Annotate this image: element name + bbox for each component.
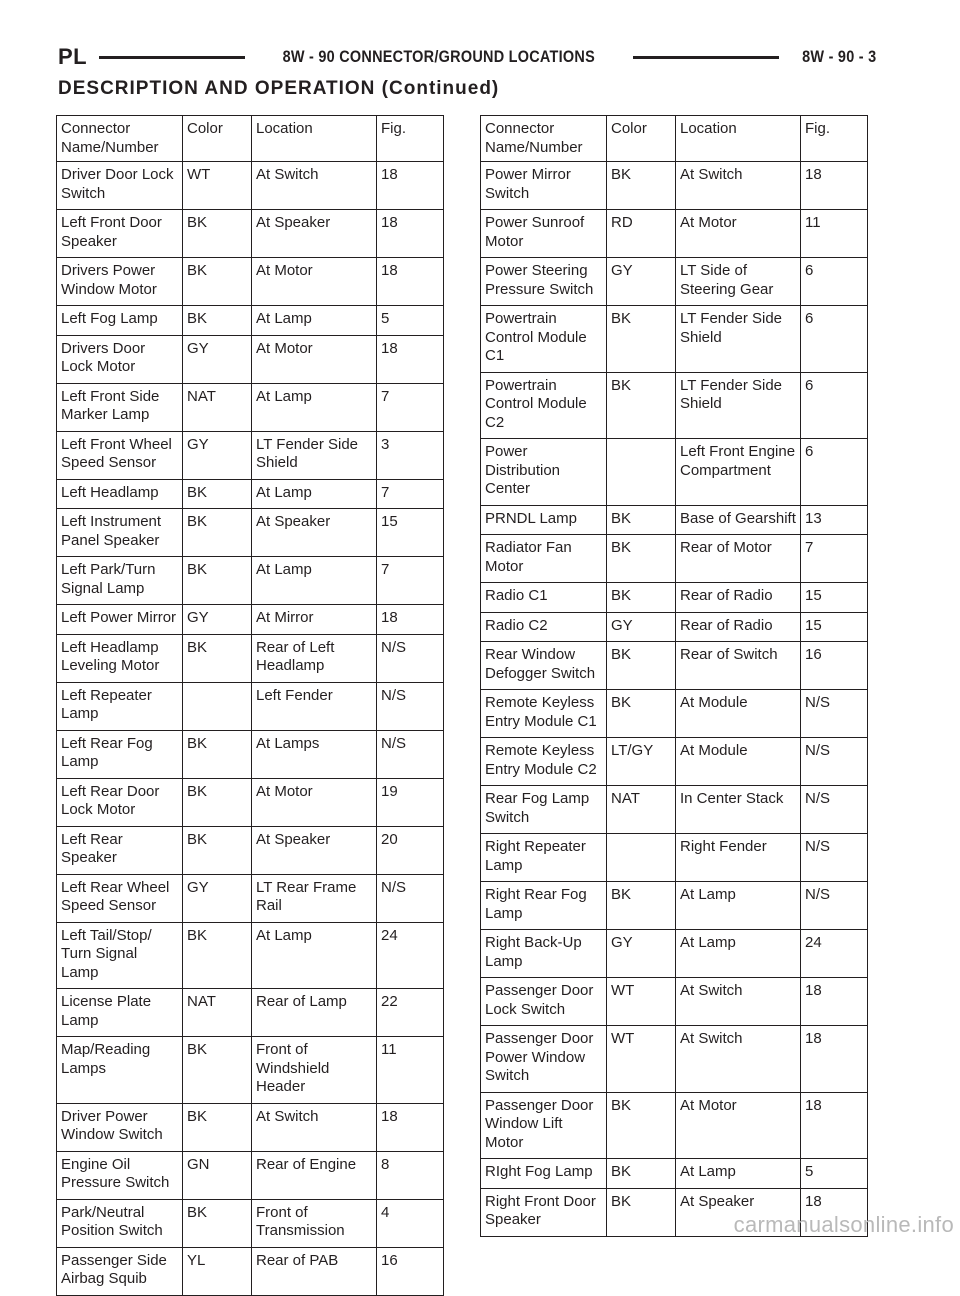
cell-color: BK xyxy=(183,778,252,826)
cell-location: Front of Windshield Header xyxy=(252,1037,377,1104)
cell-connector-name: Left Park/Turn Signal Lamp xyxy=(57,557,183,605)
cell-fig: N/S xyxy=(801,834,868,882)
cell-connector-name: Drivers Door Lock Motor xyxy=(57,335,183,383)
table-row xyxy=(481,1092,868,1159)
cell-fig: 15 xyxy=(801,583,868,613)
cell-fig: N/S xyxy=(801,786,868,834)
cell-color: BK xyxy=(183,634,252,682)
cell-fig: 13 xyxy=(801,505,868,535)
table-row xyxy=(57,989,444,1037)
cell-location: In Center Stack xyxy=(676,786,801,834)
cell-location: At Lamp xyxy=(252,383,377,431)
table-row xyxy=(481,1026,868,1093)
column-header-color: Color xyxy=(607,116,676,162)
cell-location: Base of Gearshift xyxy=(676,505,801,535)
table-row xyxy=(57,1037,444,1104)
cell-connector-name: Driver Power Window Switch xyxy=(57,1103,183,1151)
cell-fig: 7 xyxy=(377,557,444,605)
cell-color: BK xyxy=(183,210,252,258)
cell-color: BK xyxy=(607,162,676,210)
cell-fig: 7 xyxy=(377,479,444,509)
cell-fig: 16 xyxy=(377,1247,444,1295)
cell-location: At Motor xyxy=(252,258,377,306)
cell-connector-name: Driver Door Lock Switch xyxy=(57,162,183,210)
table-row xyxy=(57,509,444,557)
cell-connector-name: Left Tail/Stop/ Turn Signal Lamp xyxy=(57,922,183,989)
cell-color: BK xyxy=(183,1199,252,1247)
table-row xyxy=(57,922,444,989)
cell-connector-name: Park/Neutral Position Switch xyxy=(57,1199,183,1247)
cell-color: BK xyxy=(183,1037,252,1104)
connector-table-left xyxy=(56,115,444,1296)
cell-fig: 8 xyxy=(377,1151,444,1199)
cell-color: BK xyxy=(183,509,252,557)
cell-fig: 4 xyxy=(377,1199,444,1247)
cell-connector-name: Power Sunroof Motor xyxy=(481,210,607,258)
cell-location: Rear of Radio xyxy=(676,583,801,613)
cell-connector-name: Left Rear Speaker xyxy=(57,826,183,874)
cell-location: At Lamp xyxy=(676,1159,801,1189)
cell-color: BK xyxy=(607,583,676,613)
cell-location: At Switch xyxy=(252,1103,377,1151)
table-row xyxy=(57,634,444,682)
cell-color: BK xyxy=(607,1159,676,1189)
cell-location: Rear of Switch xyxy=(676,642,801,690)
cell-connector-name: Left Front Door Speaker xyxy=(57,210,183,258)
cell-connector-name: Map/Reading Lamps xyxy=(57,1037,183,1104)
table-row xyxy=(57,874,444,922)
cell-location: At Lamps xyxy=(252,730,377,778)
cell-fig: 18 xyxy=(801,1026,868,1093)
cell-location: At Lamp xyxy=(676,882,801,930)
table-row xyxy=(57,1151,444,1199)
cell-color: GY xyxy=(607,258,676,306)
cell-color: GY xyxy=(607,930,676,978)
cell-connector-name: Left Repeater Lamp xyxy=(57,682,183,730)
table-row xyxy=(481,612,868,642)
cell-fig: 19 xyxy=(377,778,444,826)
cell-connector-name: Left Fog Lamp xyxy=(57,306,183,336)
cell-color: BK xyxy=(183,922,252,989)
cell-connector-name: Left Rear Door Lock Motor xyxy=(57,778,183,826)
cell-fig: 15 xyxy=(377,509,444,557)
cell-connector-name: Left Front Wheel Speed Sensor xyxy=(57,431,183,479)
cell-connector-name: Passenger Side Airbag Squib xyxy=(57,1247,183,1295)
column-header-name: Connector Name/Number xyxy=(57,116,183,162)
cell-connector-name: Powertrain Control Module C2 xyxy=(481,372,607,439)
table-row xyxy=(57,306,444,336)
cell-fig: 16 xyxy=(801,642,868,690)
cell-location: LT Rear Frame Rail xyxy=(252,874,377,922)
cell-fig: N/S xyxy=(801,738,868,786)
table-row xyxy=(57,1247,444,1295)
cell-color: NAT xyxy=(183,383,252,431)
cell-color: BK xyxy=(183,557,252,605)
table-row xyxy=(57,605,444,635)
table-row xyxy=(481,306,868,373)
cell-location: Left Front Engine Compartment xyxy=(676,439,801,506)
cell-location: At Speaker xyxy=(252,210,377,258)
cell-location: At Speaker xyxy=(252,826,377,874)
cell-fig: 18 xyxy=(801,978,868,1026)
table-row xyxy=(481,978,868,1026)
cell-location: At Module xyxy=(676,738,801,786)
cell-color: WT xyxy=(607,978,676,1026)
table-row xyxy=(481,642,868,690)
cell-location: Rear of Engine xyxy=(252,1151,377,1199)
cell-color: WT xyxy=(607,1026,676,1093)
cell-connector-name: Left Instrument Panel Speaker xyxy=(57,509,183,557)
cell-location: Left Fender xyxy=(252,682,377,730)
cell-location: LT Fender Side Shield xyxy=(252,431,377,479)
cell-location: At Motor xyxy=(252,335,377,383)
cell-connector-name: Left Rear Wheel Speed Sensor xyxy=(57,874,183,922)
table-row xyxy=(481,372,868,439)
cell-location: Front of Transmission xyxy=(252,1199,377,1247)
cell-color: BK xyxy=(607,535,676,583)
cell-connector-name: Power Mirror Switch xyxy=(481,162,607,210)
cell-connector-name: Right Repeater Lamp xyxy=(481,834,607,882)
cell-connector-name: License Plate Lamp xyxy=(57,989,183,1037)
header-rule-right xyxy=(633,56,779,59)
cell-connector-name: Rear Fog Lamp Switch xyxy=(481,786,607,834)
cell-connector-name: Powertrain Control Module C1 xyxy=(481,306,607,373)
cell-fig: 6 xyxy=(801,258,868,306)
table-row xyxy=(481,535,868,583)
cell-connector-name: Left Rear Fog Lamp xyxy=(57,730,183,778)
cell-connector-name: Radio C1 xyxy=(481,583,607,613)
cell-color: BK xyxy=(607,882,676,930)
header-rule-left xyxy=(99,56,245,59)
cell-fig: 18 xyxy=(377,210,444,258)
cell-color: GY xyxy=(183,431,252,479)
cell-fig: 7 xyxy=(801,535,868,583)
cell-fig: 18 xyxy=(377,258,444,306)
cell-color: BK xyxy=(183,306,252,336)
header-title: 8W - 90 CONNECTOR/GROUND LOCATIONS xyxy=(282,47,596,66)
cell-color: BK xyxy=(607,306,676,373)
cell-connector-name: RIght Fog Lamp xyxy=(481,1159,607,1189)
cell-connector-name: Radiator Fan Motor xyxy=(481,535,607,583)
cell-fig: 24 xyxy=(801,930,868,978)
cell-location: At Motor xyxy=(252,778,377,826)
cell-color xyxy=(607,834,676,882)
cell-color: RD xyxy=(607,210,676,258)
cell-color: LT/GY xyxy=(607,738,676,786)
table-row xyxy=(57,778,444,826)
cell-connector-name: Remote Keyless Entry Module C2 xyxy=(481,738,607,786)
column-header-fig: Fig. xyxy=(801,116,868,162)
cell-location: LT Fender Side Shield xyxy=(676,372,801,439)
section-title: DESCRIPTION AND OPERATION (Continued) xyxy=(58,78,500,99)
table-header-row xyxy=(481,116,868,162)
cell-fig: N/S xyxy=(801,690,868,738)
cell-location: Rear of Motor xyxy=(676,535,801,583)
table-row xyxy=(57,162,444,210)
cell-fig: 18 xyxy=(377,162,444,210)
cell-fig: 20 xyxy=(377,826,444,874)
cell-connector-name: Left Headlamp xyxy=(57,479,183,509)
cell-fig: 11 xyxy=(801,210,868,258)
cell-color: BK xyxy=(607,505,676,535)
cell-color: GY xyxy=(183,874,252,922)
cell-fig: 15 xyxy=(801,612,868,642)
cell-fig: 7 xyxy=(377,383,444,431)
cell-fig: 18 xyxy=(801,1188,868,1236)
cell-color: BK xyxy=(183,479,252,509)
table-row xyxy=(57,730,444,778)
cell-fig: 18 xyxy=(801,1092,868,1159)
table-row xyxy=(481,1159,868,1189)
table-row xyxy=(481,258,868,306)
column-header-name: Connector Name/Number xyxy=(481,116,607,162)
cell-location: At Motor xyxy=(676,1092,801,1159)
cell-color: YL xyxy=(183,1247,252,1295)
table-row xyxy=(481,690,868,738)
cell-connector-name: Left Power Mirror xyxy=(57,605,183,635)
table-row xyxy=(57,431,444,479)
page-header xyxy=(58,41,876,73)
cell-fig: N/S xyxy=(377,682,444,730)
table-row xyxy=(57,1199,444,1247)
cell-color: BK xyxy=(183,826,252,874)
table-row xyxy=(57,210,444,258)
cell-fig: N/S xyxy=(801,882,868,930)
cell-fig: 6 xyxy=(801,439,868,506)
cell-connector-name: Right Back-Up Lamp xyxy=(481,930,607,978)
cell-location: At Motor xyxy=(676,210,801,258)
cell-fig: 24 xyxy=(377,922,444,989)
watermark: carmanualsonline.info xyxy=(733,1212,954,1237)
cell-location: At Lamp xyxy=(252,922,377,989)
cell-fig: N/S xyxy=(377,730,444,778)
table-row xyxy=(481,505,868,535)
cell-connector-name: Right Front Door Speaker xyxy=(481,1188,607,1236)
table-row xyxy=(481,834,868,882)
cell-color: NAT xyxy=(607,786,676,834)
table-row xyxy=(57,826,444,874)
cell-color: BK xyxy=(607,690,676,738)
cell-color: GN xyxy=(183,1151,252,1199)
cell-fig: 3 xyxy=(377,431,444,479)
cell-fig: 18 xyxy=(377,1103,444,1151)
cell-connector-name: Right Rear Fog Lamp xyxy=(481,882,607,930)
table-row xyxy=(57,557,444,605)
cell-location: At Switch xyxy=(676,162,801,210)
table-row xyxy=(57,479,444,509)
table-row xyxy=(57,1103,444,1151)
cell-location: LT Side of Steering Gear xyxy=(676,258,801,306)
table-row xyxy=(481,162,868,210)
cell-location: Right Fender xyxy=(676,834,801,882)
cell-location: At Speaker xyxy=(252,509,377,557)
header-page-number: 8W - 90 - 3 xyxy=(801,47,876,66)
cell-connector-name: Passenger Door Window Lift Motor xyxy=(481,1092,607,1159)
cell-color: BK xyxy=(607,372,676,439)
table-row xyxy=(481,738,868,786)
cell-location: At Switch xyxy=(676,978,801,1026)
cell-location: Rear of Lamp xyxy=(252,989,377,1037)
column-header-fig: Fig. xyxy=(377,116,444,162)
cell-location: At Lamp xyxy=(252,479,377,509)
cell-connector-name: Remote Keyless Entry Module C1 xyxy=(481,690,607,738)
cell-location: Rear of PAB xyxy=(252,1247,377,1295)
table-header-row xyxy=(57,116,444,162)
cell-connector-name: Drivers Power Window Motor xyxy=(57,258,183,306)
cell-fig: 22 xyxy=(377,989,444,1037)
cell-fig: 18 xyxy=(377,335,444,383)
cell-location: At Mirror xyxy=(252,605,377,635)
cell-location: At Switch xyxy=(676,1026,801,1093)
cell-color: BK xyxy=(607,1188,676,1236)
cell-location: At Switch xyxy=(252,162,377,210)
column-header-color: Color xyxy=(183,116,252,162)
table-row xyxy=(57,682,444,730)
cell-fig: N/S xyxy=(377,634,444,682)
cell-color: BK xyxy=(183,1103,252,1151)
cell-fig: N/S xyxy=(377,874,444,922)
table-row xyxy=(57,383,444,431)
table-row xyxy=(481,439,868,506)
cell-fig: 6 xyxy=(801,372,868,439)
cell-connector-name: Left Front Side Marker Lamp xyxy=(57,383,183,431)
cell-color: BK xyxy=(607,1092,676,1159)
cell-location: At Lamp xyxy=(676,930,801,978)
table-row xyxy=(57,335,444,383)
cell-connector-name: Passenger Door Lock Switch xyxy=(481,978,607,1026)
cell-fig: 6 xyxy=(801,306,868,373)
cell-color: GY xyxy=(607,612,676,642)
cell-color xyxy=(607,439,676,506)
cell-connector-name: Rear Window Defogger Switch xyxy=(481,642,607,690)
table-row xyxy=(481,210,868,258)
cell-fig: 11 xyxy=(377,1037,444,1104)
column-header-location: Location xyxy=(676,116,801,162)
cell-connector-name: Radio C2 xyxy=(481,612,607,642)
cell-color: WT xyxy=(183,162,252,210)
table-row xyxy=(481,786,868,834)
table-row xyxy=(481,882,868,930)
cell-location: At Lamp xyxy=(252,306,377,336)
cell-location: At Speaker xyxy=(676,1188,801,1236)
cell-color: NAT xyxy=(183,989,252,1037)
cell-fig: 5 xyxy=(801,1159,868,1189)
cell-connector-name: Engine Oil Pressure Switch xyxy=(57,1151,183,1199)
cell-location: At Module xyxy=(676,690,801,738)
cell-location: Rear of Left Headlamp xyxy=(252,634,377,682)
cell-color: GY xyxy=(183,335,252,383)
cell-connector-name: Power Steering Pressure Switch xyxy=(481,258,607,306)
table-row xyxy=(481,930,868,978)
cell-fig: 5 xyxy=(377,306,444,336)
cell-connector-name: PRNDL Lamp xyxy=(481,505,607,535)
cell-fig: 18 xyxy=(377,605,444,635)
cell-color: GY xyxy=(183,605,252,635)
cell-connector-name: Power Distribution Center xyxy=(481,439,607,506)
table-row xyxy=(481,583,868,613)
connector-table-right xyxy=(480,115,868,1237)
cell-location: Rear of Radio xyxy=(676,612,801,642)
header-section-code: PL xyxy=(58,44,88,69)
cell-connector-name: Left Headlamp Leveling Motor xyxy=(57,634,183,682)
cell-location: At Lamp xyxy=(252,557,377,605)
cell-color: BK xyxy=(183,730,252,778)
cell-color xyxy=(183,682,252,730)
cell-location: LT Fender Side Shield xyxy=(676,306,801,373)
cell-fig: 18 xyxy=(801,162,868,210)
cell-connector-name: Passenger Door Power Window Switch xyxy=(481,1026,607,1093)
table-row xyxy=(57,258,444,306)
cell-color: BK xyxy=(183,258,252,306)
cell-color: BK xyxy=(607,642,676,690)
column-header-location: Location xyxy=(252,116,377,162)
